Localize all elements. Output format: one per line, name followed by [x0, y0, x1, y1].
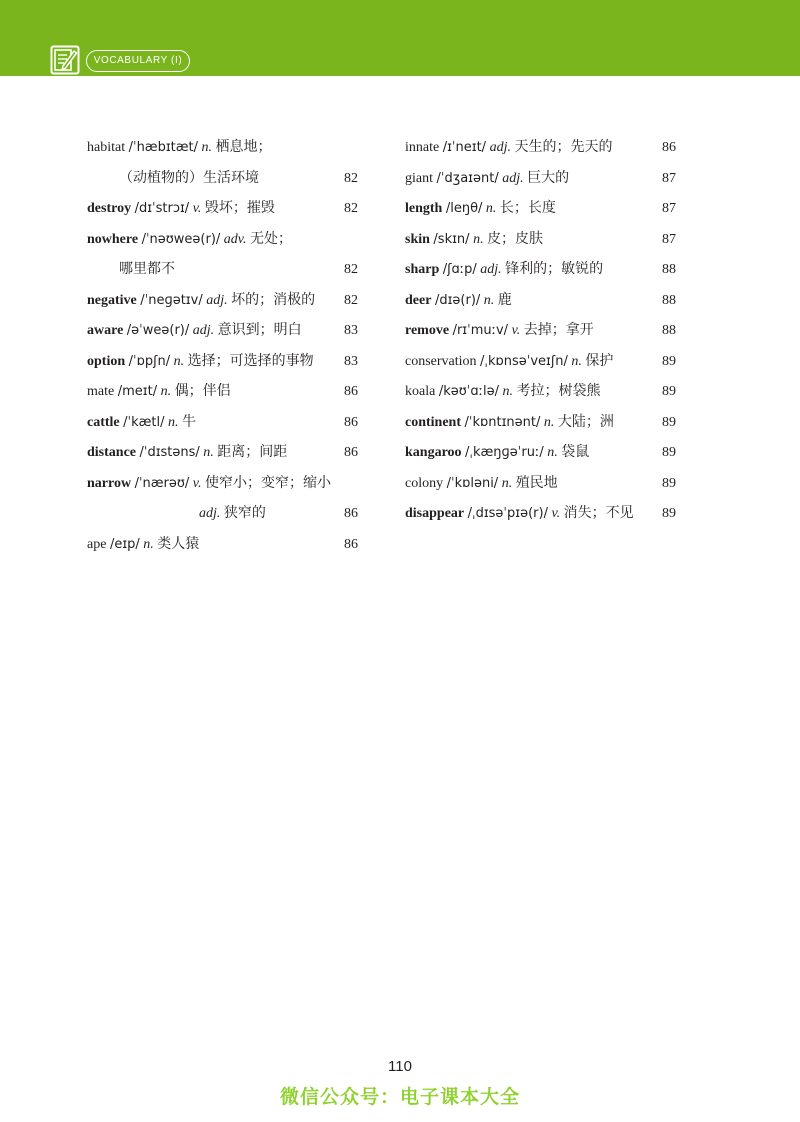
- entry-text: [87, 323, 302, 338]
- vocab-entry: [405, 133, 676, 164]
- entry-text: [405, 201, 556, 216]
- vocab-entry: [405, 316, 676, 347]
- vocab-entry: [405, 377, 676, 408]
- phonetic: /ˈnəʊweə(r)/: [141, 231, 221, 247]
- phonetic: /ˈkætl/: [123, 414, 165, 430]
- entry-text: [405, 262, 603, 277]
- meaning: 毁坏；摧毁: [204, 201, 275, 216]
- part-of-speech: adv.: [223, 231, 247, 247]
- part-of-speech: n.: [201, 140, 212, 155]
- headword: distance: [87, 445, 136, 460]
- vocab-entry: [405, 164, 676, 195]
- page-number: 110: [388, 1058, 412, 1075]
- part-of-speech: n.: [547, 445, 558, 460]
- watermark: 微信公众号：电子课本大全: [279, 1086, 520, 1108]
- header-bar: [0, 0, 800, 76]
- headword: giant: [405, 170, 433, 186]
- page-ref: 89: [662, 414, 676, 430]
- vocab-entry: [405, 286, 676, 317]
- phonetic: /dɪə(r)/: [434, 292, 481, 308]
- phonetic: /ˌkɒnsəˈveɪʃn/: [480, 353, 568, 369]
- phonetic: /skɪn/: [433, 231, 470, 247]
- vocab-entry: [87, 255, 358, 286]
- phonetic: /ˈɒpʃn/: [128, 353, 171, 369]
- entry-text: [405, 354, 613, 369]
- entry-text: [405, 323, 594, 338]
- headword: disappear: [405, 506, 465, 521]
- part-of-speech: n.: [543, 414, 555, 430]
- headword: cattle: [87, 414, 120, 430]
- page-ref: 89: [662, 445, 676, 460]
- meaning: 鹿: [497, 292, 512, 308]
- page-ref: 88: [662, 262, 676, 277]
- phonetic: /əˈweə(r)/: [126, 323, 190, 338]
- part-of-speech: n.: [203, 445, 214, 460]
- entry-text: [405, 445, 589, 460]
- section-label: VOCABULARY (I): [86, 50, 190, 72]
- vocab-entry: [87, 347, 358, 378]
- page-ref: 86: [344, 506, 358, 521]
- meaning: 偶；伴侣: [174, 384, 231, 399]
- part-of-speech: adj.: [192, 323, 215, 338]
- phonetic: /ˌdɪsəˈpɪə(r)/: [467, 506, 548, 521]
- part-of-speech: adj.: [502, 170, 524, 186]
- phonetic: /ˈhæbɪtæt/: [128, 140, 198, 155]
- vocab-entry: [87, 438, 358, 469]
- vocab-entry: [405, 255, 676, 286]
- page-ref: 82: [344, 262, 358, 277]
- page-ref: 86: [344, 384, 358, 399]
- headword: aware: [87, 323, 124, 338]
- page-ref: 82: [344, 201, 358, 216]
- phonetic: /ˈnærəʊ/: [134, 475, 190, 491]
- part-of-speech: n.: [168, 414, 179, 430]
- page-ref: 82: [344, 170, 358, 186]
- page-ref: 86: [344, 445, 358, 460]
- entry-text: [405, 293, 512, 308]
- meaning: 皮；皮肤: [487, 231, 544, 247]
- page-ref: 89: [662, 384, 676, 399]
- vocab-entry: [87, 469, 358, 500]
- meaning: 哪里都不: [119, 262, 175, 277]
- page-ref: 89: [662, 506, 676, 521]
- vocab-entry: [87, 194, 358, 225]
- page-ref: 87: [662, 170, 676, 186]
- meaning: 选择；可选择的事物: [187, 353, 314, 369]
- part-of-speech: n.: [483, 292, 495, 308]
- meaning: 意识到；明白: [217, 323, 302, 338]
- vocab-column-right: [405, 133, 676, 530]
- page-ref: 86: [344, 414, 358, 430]
- meaning: 使窄小；变窄；缩小: [204, 475, 331, 491]
- vocab-entry: [87, 164, 358, 195]
- vocab-column-left: [87, 133, 358, 560]
- part-of-speech: v.: [511, 323, 521, 338]
- meaning: 狭窄的: [223, 506, 266, 521]
- headword: sharp: [405, 262, 440, 277]
- entry-text: [87, 537, 199, 552]
- part-of-speech: v.: [192, 475, 202, 491]
- part-of-speech: n.: [160, 384, 172, 399]
- phonetic: /leŋθ/: [445, 201, 483, 216]
- part-of-speech: adj.: [480, 262, 502, 277]
- entry-text: [87, 171, 259, 186]
- meaning: 无处；: [249, 231, 292, 247]
- meaning: 坏的；消极的: [231, 292, 316, 308]
- meaning: 消失；不见: [563, 506, 634, 521]
- phonetic: /rɪˈmuːv/: [452, 323, 509, 338]
- meaning: 栖息地；: [215, 140, 272, 155]
- entry-text: [405, 476, 558, 491]
- headword: koala: [405, 384, 436, 399]
- vocab-entry: [87, 408, 358, 439]
- headword: remove: [405, 323, 450, 338]
- entry-text: [87, 354, 314, 369]
- entry-text: [87, 293, 315, 308]
- vocab-entry: [405, 347, 676, 378]
- phonetic: /eɪp/: [109, 536, 140, 552]
- meaning: 袋鼠: [561, 445, 590, 460]
- entry-text: [405, 415, 614, 430]
- vocab-entry: [405, 194, 676, 225]
- entry-text: [87, 445, 287, 460]
- vocab-entry: [87, 530, 358, 561]
- vocab-entry: [405, 408, 676, 439]
- meaning: 大陆；洲: [557, 414, 614, 430]
- headword: ape: [87, 536, 107, 552]
- entry-text: [87, 506, 266, 521]
- part-of-speech: v.: [192, 201, 202, 216]
- meaning: 锋利的；敏锐的: [505, 262, 604, 277]
- entry-text: [87, 384, 231, 399]
- part-of-speech: n.: [502, 384, 513, 399]
- headword: length: [405, 201, 443, 216]
- phonetic: /ˈkɒntɪnənt/: [464, 414, 541, 430]
- entry-text: [405, 140, 612, 155]
- page-ref: 83: [344, 353, 358, 369]
- headword: option: [87, 353, 126, 369]
- meaning: 类人猿: [157, 536, 200, 552]
- page-ref: 89: [662, 475, 676, 491]
- part-of-speech: n.: [501, 475, 513, 491]
- headword: kangaroo: [405, 445, 462, 460]
- meaning: 去掉；拿开: [523, 323, 594, 338]
- vocab-entry: [405, 499, 676, 530]
- meaning: 巨大的: [527, 170, 570, 186]
- phonetic: /ʃɑːp/: [442, 262, 477, 277]
- part-of-speech: v.: [551, 506, 561, 521]
- phonetic: /ɪˈneɪt/: [442, 140, 487, 155]
- headword: narrow: [87, 475, 132, 491]
- entry-text: [405, 171, 569, 186]
- headword: conservation: [405, 353, 477, 369]
- meaning: 考拉；树袋熊: [516, 384, 601, 399]
- entry-text: [405, 232, 543, 247]
- meaning: 牛: [182, 414, 196, 430]
- phonetic: /ˈkɒləni/: [446, 475, 499, 491]
- phonetic: /meɪt/: [117, 384, 158, 399]
- vocab-entry: [405, 438, 676, 469]
- meaning: 长；长度: [499, 201, 556, 216]
- meaning: 保护: [585, 353, 614, 369]
- entry-text: [405, 384, 600, 399]
- entry-text: [405, 506, 634, 521]
- vocab-entry: [87, 377, 358, 408]
- vocab-entry: [405, 225, 676, 256]
- notebook-pencil-icon: [50, 45, 80, 75]
- headword: negative: [87, 292, 137, 308]
- headword: skin: [405, 231, 430, 247]
- vocab-entry: [405, 469, 676, 500]
- headword: destroy: [87, 201, 132, 216]
- page-ref: 87: [662, 231, 676, 247]
- vocab-entry: [87, 286, 358, 317]
- phonetic: /dɪˈstrɔɪ/: [134, 201, 190, 216]
- meaning: 距离；间距: [217, 445, 288, 460]
- page-ref: 88: [662, 292, 676, 308]
- page-ref: 82: [344, 292, 358, 308]
- phonetic: /ˈdʒaɪənt/: [436, 170, 499, 186]
- part-of-speech: n.: [485, 201, 497, 216]
- page-ref: 83: [344, 323, 358, 338]
- part-of-speech: n.: [143, 536, 154, 552]
- vocab-entry: [87, 499, 358, 530]
- phonetic: /ˌkæŋɡəˈruː/: [465, 445, 544, 460]
- part-of-speech: n.: [173, 353, 185, 369]
- headword: innate: [405, 140, 440, 155]
- headword: colony: [405, 475, 444, 491]
- phonetic: /ˈneɡətɪv/: [140, 292, 203, 308]
- entry-text: [87, 476, 331, 491]
- entry-text: [87, 201, 275, 216]
- part-of-speech: adj.: [199, 506, 221, 521]
- meaning: 天生的；先天的: [514, 140, 613, 155]
- phonetic: /ˈdɪstəns/: [139, 445, 200, 460]
- phonetic: /kəʊˈɑːlə/: [438, 384, 499, 399]
- vocab-entry: [87, 225, 358, 256]
- entry-text: [87, 262, 175, 277]
- part-of-speech: adj.: [489, 140, 511, 155]
- part-of-speech: n.: [473, 231, 484, 247]
- page-ref: 86: [662, 140, 676, 155]
- page-ref: 89: [662, 353, 676, 369]
- part-of-speech: n.: [571, 353, 582, 369]
- headword: continent: [405, 414, 461, 430]
- vocab-entry: [87, 133, 358, 164]
- meaning: （动植物的）生活环境: [119, 170, 259, 186]
- headword: nowhere: [87, 231, 139, 247]
- entry-text: [87, 140, 272, 155]
- page-ref: 87: [662, 201, 676, 216]
- page-ref: 88: [662, 323, 676, 338]
- headword: mate: [87, 384, 115, 399]
- meaning: 殖民地: [515, 475, 558, 491]
- page-ref: 86: [344, 536, 358, 552]
- headword: habitat: [87, 140, 126, 155]
- entry-text: [87, 415, 196, 430]
- vocab-entry: [87, 316, 358, 347]
- part-of-speech: adj.: [206, 292, 228, 308]
- headword: deer: [405, 292, 432, 308]
- entry-text: [87, 232, 292, 247]
